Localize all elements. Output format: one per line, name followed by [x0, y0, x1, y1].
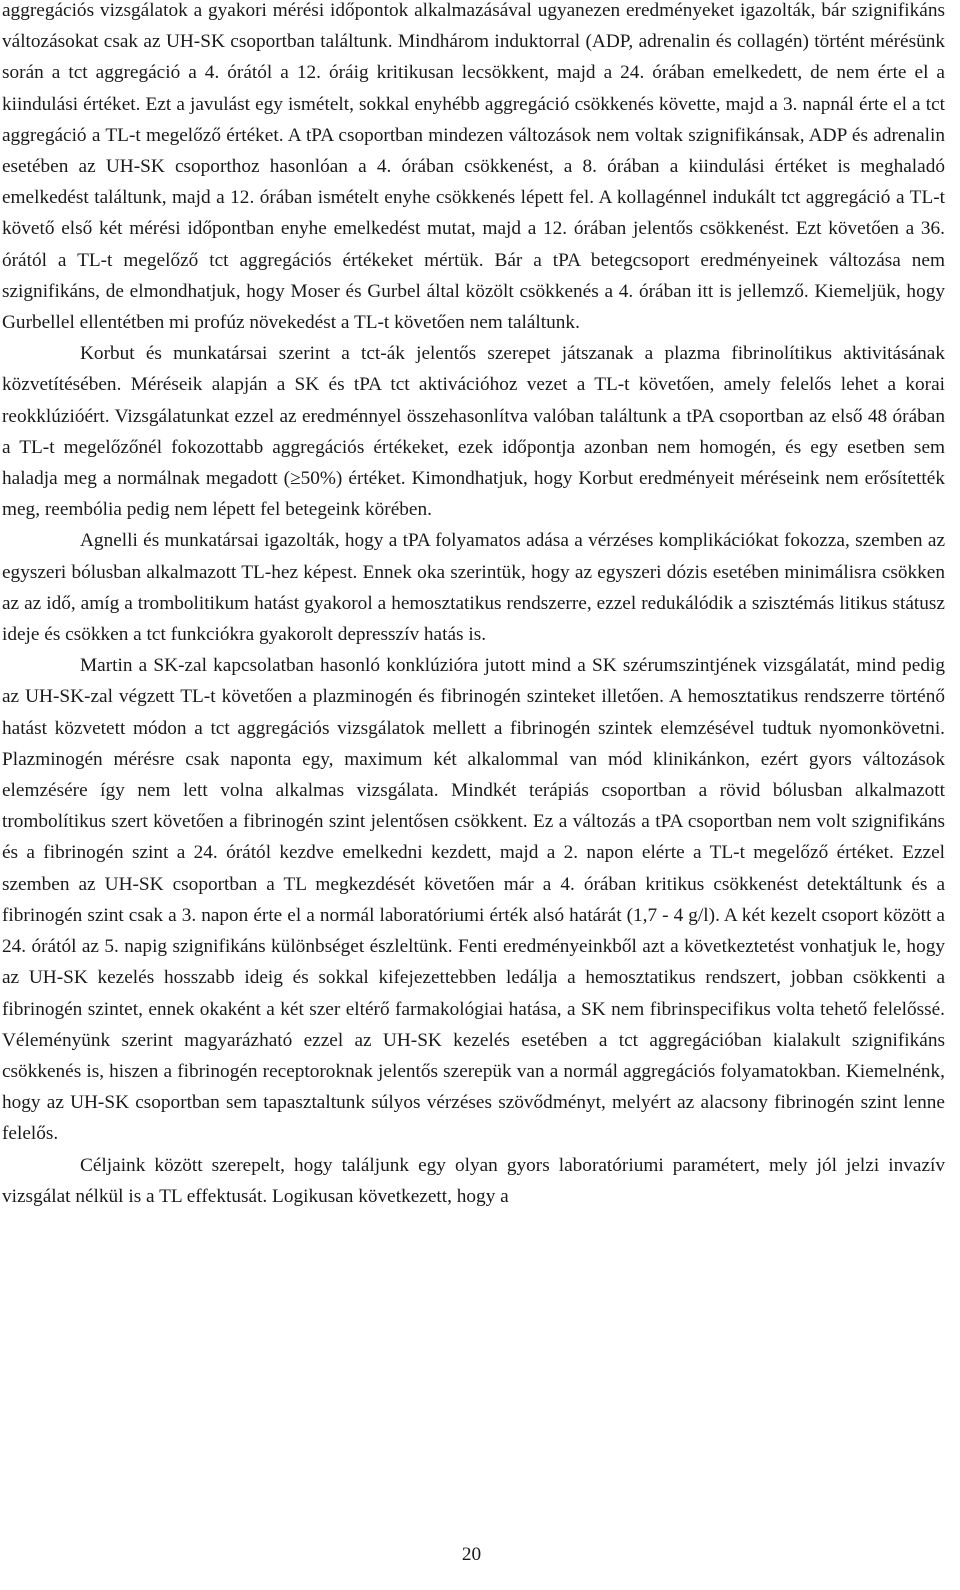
- page-number: 20: [461, 1544, 482, 1565]
- paragraph-aggregation-results: aggregációs vizsgálatok a gyakori mérési időpontok alkalmazásával ugyanezen eredményeket igazolták, bár szignifikáns változásokat csak az UH-SK csoportban találtunk. Mindhárom induktorral (ADP, adrenalin és collagén) történt mérésünk során a tct aggregáció a 4. órától a 12. óráig kritikusan lecsökkent, majd a 24. órában emelkedett, de nem érte el a kiindulási értéket. Ezt a javulást egy ismételt, sokkal enyhébb aggregáció csökkenés követte, majd a 3. napnál érte el a tct aggregáció a TL-t megelőző értéket. A tPA csoportban mindezen változások nem voltak szignifikánsak, ADP és adrenalin esetében az UH-SK csoporthoz hasonlóan a 4. órában csökkenést, a 8. órában a kiindulási értéket is meghaladó emelkedést találtunk, majd a 12. órában ismételt enyhe csökkenés lépett fel. A kollagénnel indukált tct aggregáció a TL-t követő első két mérési időpontban enyhe emelkedést mutat, majd a 12. órában jelentős csökkenést. Ezt követően a 36. órától a TL-t megelőző tct aggregációs értékeket mértük. Bár a tPA betegcsoport eredményeinek változása nem szignifikáns, de elmondhatjuk, hogy Moser és Gurbel által közölt csökkenés a 4. órában itt is jellemző. Kiemeljük, hogy Gurbellel ellentétben mi profúz növekedést a TL-t követően nem találtunk.: [2, 0, 945, 334]
- paragraph-martin: Martin a SK-zal kapcsolatban hasonló konklúzióra jutott mind a SK szérumszintjének vizsgálatát, mind pedig az UH-SK-zal végzett TL-t követően a plazminogén és fibrinogén szinteket illetően. A hemosztatikus rendszerre történő hatást közvetett módon a tct aggregációs vizsgálatok mellett a fibrinogén szintek elemzésével tudtuk nyomonkövetni. Plazminogén mérésre csak naponta egy, maximum két alkalommal van mód klinikánkon, ezért gyors változások elemzésére így nem lett volna alkalmas vizsgálata. Mindkét terápiás csoportban a rövid bólusban alkalmazott trombolítikus szert követően a fibrinogén szint jelentősen csökkent. Ez a változás a tPA csoportban nem volt szignifikáns és a fibrinogén szint a 24. órától kezdve emelkedni kezdett, majd a 2. napon elérte a TL-t megelőző értéket. Ezzel szemben az UH-SK csoportban a TL megkezdését követően már a 4. órában kritikus csökkenést detektáltunk és a fibrinogén szint csak a 3. napon érte el a normál laboratóriumi érték alsó határát (1,7 - 4 g/l). A két kezelt csoport között a 24. órától az 5. napig szignifikáns különbséget észleltünk. Fenti eredményeinkből azt a következtetést vonhatjuk le, hogy az UH-SK kezelés hosszabb ideig és sokkal kifejezettebben ledálja a hemosztatikus rendszert, jobban csökkenti a fibrinogén szintet, ennek okaként a két szer eltérő farmakológiai hatása, a SK nem fibrinspecifikus volta tehető felelőssé. Véleményünk szerint magyarázható ezzel az UH-SK kezelés esetében a tct aggregációban kialakult szignifikáns csökkenés is, hiszen a fibrinogén receptoroknak jelentős szerepük van a normál aggregációs folyamatokban. Kiemelnénk, hogy az UH-SK csoportban sem tapasztaltunk súlyos vérzéses szövődményt, melyért az alacsony fibrinogén szint lenne felelős.: [2, 655, 945, 1145]
- body-text: [2, 0, 945, 1212]
- paragraph-agnelli: Agnelli és munkatársai igazolták, hogy a tPA folyamatos adása a vérzéses komplikációkat fokozza, szemben az egyszeri bólusban alkalmazott TL-hez képest. Ennek oka szerintük, hogy az egyszeri dózis esetében minimálisra csökken az az idő, amíg a trombolitikum hatást gyakorol a hemosztatikus rendszerre, ezzel redukálódik a szisztémás litikus státusz ideje és csökken a tct funkciókra gyakorolt depresszív hatás is.: [2, 530, 945, 646]
- paragraph-goals: Céljaink között szerepelt, hogy találjunk egy olyan gyors laboratóriumi paramétert, mely jól jelzi invazív vizsgálat nélkül is a TL effektusát. Logikusan következett, hogy a: [2, 1154, 945, 1207]
- paragraph-korbut: Korbut és munkatársai szerint a tct-ák jelentős szerepet játszanak a plazma fibrinolítikus aktivitásának közvetítésében. Méréseik alapján a SK és tPA tct aktivációhoz vezet a TL-t követően, amely felelős lehet a korai reokklúzióért. Vizsgálatunkat ezzel az eredménnyel összehasonlítva valóban találtunk a tPA csoportban az első 48 órában a TL-t megelőzőnél fokozottabb aggregációs értékeket, ezek időpontja azonban nem homogén, és egy esetben sem haladja meg a normálnak megadott (≥50%) értéket. Kimondhatjuk, hogy Korbut eredményeit méréseink nem erősítették meg, reembólia pedig nem lépett fel betegeink körében.: [2, 343, 945, 521]
